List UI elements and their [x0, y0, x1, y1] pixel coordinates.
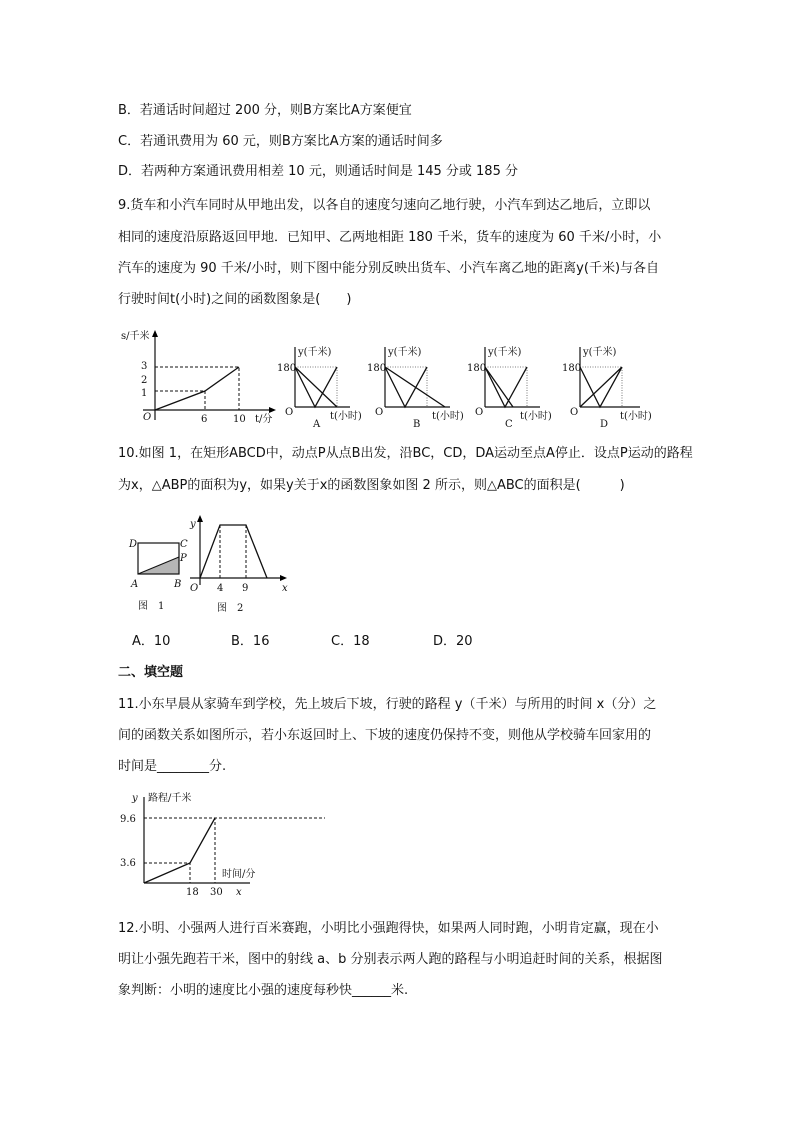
svg-text:30: 30 [210, 887, 223, 898]
svg-text:10: 10 [233, 414, 246, 425]
svg-text:C: C [180, 539, 188, 550]
svg-text:C: C [505, 419, 513, 430]
q8-option-c: C．若通讯费用为 60 元，则B方案比A方案的通话时间多 [118, 134, 443, 149]
svg-text:时间/分: 时间/分 [222, 869, 256, 880]
q12-line: 明让小强先跑若干米，图中的射线 a、b 分别表示两人跑的路程与小明追赶时间的关系，根据图 [118, 952, 663, 967]
q11-figure [110, 785, 260, 900]
svg-text:y: y [190, 519, 196, 530]
svg-text:180: 180 [277, 363, 297, 374]
q10-line: 10.如图 1，在矩形ABCD中，动点P从点B出发，沿BC，CD，DA运动至点A停止．设点P运动的路程 [118, 446, 693, 461]
svg-text:t(小时): t(小时) [520, 411, 552, 422]
svg-text:180: 180 [367, 363, 387, 374]
q9-line: 9.货车和小汽车同时从甲地出发，以各自的速度匀速向乙地行驶，小汽车到达乙地后，立即以 [118, 198, 651, 213]
svg-text:6: 6 [201, 414, 208, 425]
q11-line: 11.小东早晨从家骑车到学校，先上坡后下坡，行驶的路程 y（千米）与所用的时间 x（分）之 [118, 697, 657, 712]
option-graph-a [277, 345, 362, 430]
svg-text:图 1: 图 1 [138, 601, 165, 612]
svg-text:t(小时): t(小时) [432, 411, 464, 422]
q9-line: 汽车的速度为 90 千米/小时，则下图中能分别反映出货车、小汽车离乙地的距离y(千米)与各自 [118, 261, 660, 276]
q11-line: 间的函数关系如图所示，若小东返回时上、下坡的速度仍保持不变，则他从学校骑车回家用的 [118, 728, 652, 743]
svg-text:B: B [413, 419, 421, 430]
q8-option-b: B．若通话时间超过 200 分，则B方案比A方案便宜 [118, 103, 412, 118]
svg-text:A: A [313, 419, 321, 430]
svg-text:y(千米): y(千米) [583, 347, 617, 358]
q11-line: 时间是________分. [118, 759, 227, 774]
svg-text:O: O [190, 583, 199, 594]
svg-text:x: x [282, 583, 288, 594]
rectangle-figure-1 [128, 539, 188, 612]
q9-line: 相同的速度沿原路返回甲地．已知甲、乙两地相距 180 千米，货车的速度为 60 千米/小时，小 [118, 230, 662, 245]
svg-text:t(小时): t(小时) [330, 411, 362, 422]
q9-line: 行驶时间t(小时)之间的函数图象是( ) [118, 292, 352, 307]
q10-option-b: B．16 [231, 634, 270, 649]
svg-text:路程/千米: 路程/千米 [148, 793, 192, 804]
svg-text:s/千米: s/千米 [121, 331, 150, 342]
q8-option-d: D．若两种方案通讯费用相差 10 元，则通话时间是 145 分或 185 分 [118, 164, 518, 179]
q10-line: 为x，△ABP的面积为y，如果y关于x的函数图象如图 2 所示，则△ABC的面积是( ) [118, 478, 625, 493]
svg-text:t(小时): t(小时) [620, 411, 652, 422]
svg-text:180: 180 [467, 363, 487, 374]
svg-text:P: P [180, 553, 187, 564]
svg-text:O: O [285, 407, 294, 418]
svg-text:9.6: 9.6 [120, 814, 136, 825]
q10-figure [110, 505, 310, 620]
svg-text:y(千米): y(千米) [388, 347, 422, 358]
svg-text:y(千米): y(千米) [298, 347, 332, 358]
q10-option-c: C．18 [331, 634, 370, 649]
q12-line: 12.小明、小强两人进行百米赛跑，小明比小强跑得快，如果两人同时跑，小明肯定赢，现在小 [118, 921, 659, 936]
function-graph-2 [189, 515, 288, 614]
s-t-graph [121, 329, 276, 425]
svg-text:3: 3 [141, 361, 148, 372]
svg-text:O: O [475, 407, 484, 418]
q9-figure [115, 325, 695, 430]
svg-text:图 2: 图 2 [217, 603, 244, 614]
svg-text:3.6: 3.6 [120, 858, 136, 869]
q10-option-a: A．10 [132, 634, 171, 649]
option-graph-d [562, 345, 652, 430]
svg-text:1: 1 [141, 388, 148, 399]
svg-text:D: D [129, 539, 138, 550]
section-heading: 二、填空题 [118, 665, 184, 680]
svg-text:y: y [132, 793, 138, 804]
q12-line: 象判断：小明的速度比小强的速度每秒快______米. [118, 983, 409, 998]
q10-option-d: D．20 [433, 634, 473, 649]
svg-text:y(千米): y(千米) [488, 347, 522, 358]
svg-text:4: 4 [217, 583, 224, 594]
svg-text:2: 2 [141, 375, 148, 386]
svg-text:D: D [600, 419, 609, 430]
svg-text:9: 9 [242, 583, 249, 594]
svg-text:x: x [236, 887, 242, 898]
svg-text:18: 18 [186, 887, 199, 898]
option-graph-b [367, 345, 464, 430]
svg-text:O: O [143, 412, 152, 423]
svg-text:t/分: t/分 [255, 414, 273, 425]
svg-text:O: O [570, 407, 579, 418]
option-graph-c [467, 345, 552, 430]
svg-text:A: A [131, 579, 139, 590]
svg-text:180: 180 [562, 363, 582, 374]
svg-text:O: O [375, 407, 384, 418]
svg-text:B: B [174, 579, 182, 590]
